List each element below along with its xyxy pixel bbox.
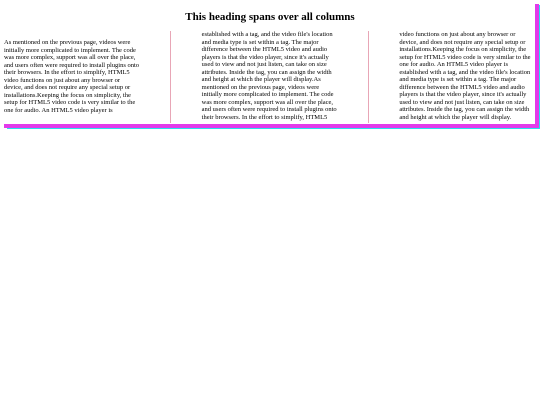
body-text: As mentioned on the previous page, videos were initially more complicated to implement. The code was more complex, support was all over the place, and users often were required to install plugins onto their browsers. In the effort to simplify, HTML5 video functions on just about any browser or device, and does not require any special setup or installations.Keeping the focus on simplicity, the setup for HTML5 video code is very similar to the one for audio. An HTML5 video player is established with a tag, and the video file's location and media type is set within a tag. The major difference between the HTML5 video and audio players is that the video player, since it's actually used to view and not just listen, can take on size attributes. Inside the tag, you can assign the width and height at which the player will display.As mentioned on the previous page, videos were initially more complicated to implement. The code was more complex, support was all over the place, and users often were required to install plugins onto their browsers. In the effort to simplify, HTML5 video functions on just about any browser or device, and does not require any special setup or installations.Keeping the focus on simplicity, the setup for HTML5 video code is very similar to the one for audio. An HTML5 video player is established with a tag, and the video file's location and media type is set within a tag. The major difference between the HTML5 video and audio players is that the video player, since it's actually used to view and not just listen, can take on size attributes. Inside the tag, you can assign the width and height at which the player will display.	[4, 31, 531, 122]
body-paragraph	[4, 31, 535, 122]
multicolumn-body	[4, 31, 535, 123]
spanning-heading: This heading spans over all columns	[185, 11, 355, 23]
